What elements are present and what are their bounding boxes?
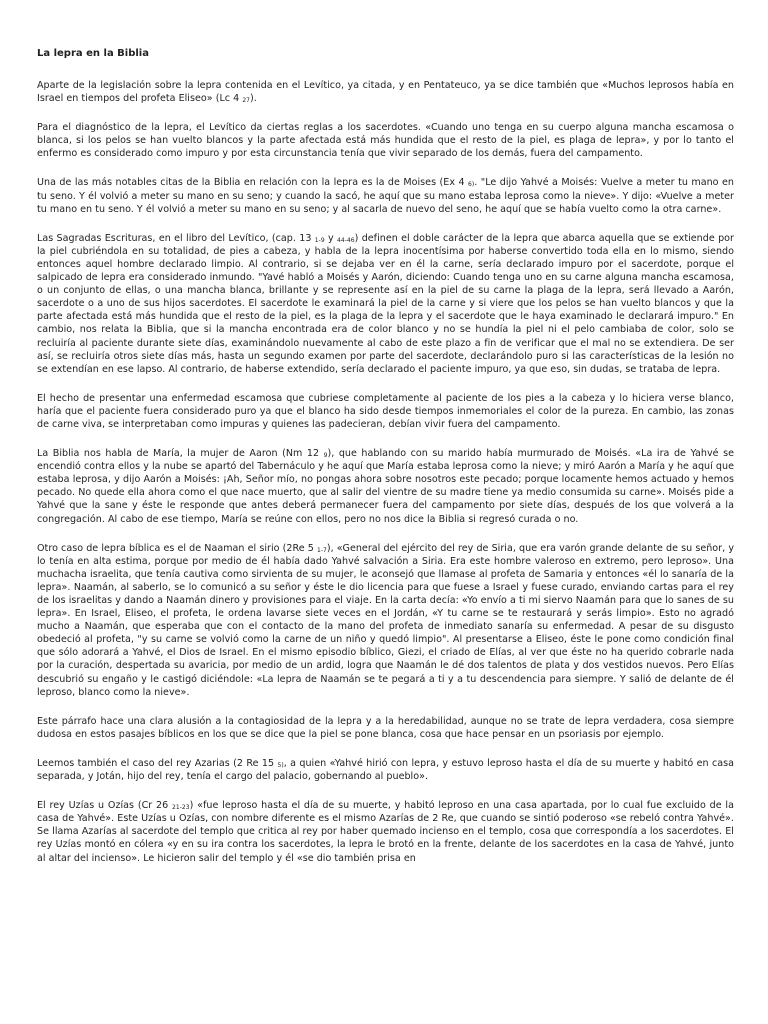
verse-reference-subscript: 27 <box>242 97 251 105</box>
paragraph: La Biblia nos habla de María, la mujer de Aaron (Nm 12 $_9$), que hablando con su marido había murmurado de Moisés. «La ira de Yahvé se encendió contra ellos y la nube se apartó del Tabernáculo y he aquí que María estaba leprosa como la nieve; y miró Aarón a María y he aquí que estaba leprosa, y dijo Aarón a Moisés: ¡Ah, Señor mío, no pongas ahora sobre nosotros este pecado; porque locamente hemos actuado y hemos pecado. No quede ella ahora como el que nace muerto, que al salir del vientre de su madre tiene ya medio consumida su carne». Moisés pide a Yahvé que la sane y éste le responde que antes deberá permanecer fuera del campamento por siete días, después de los que volverá a la congregación. Al cabo de ese tiempo, María se reúne con ellos, pero no nos dice la Biblia si regresó curada o no. <box>37 448 734 525</box>
verse-reference-subscript: 1-7 <box>316 546 327 554</box>
document-title: La lepra en la Biblia <box>37 48 149 59</box>
paragraph: El hecho de presentar una enfermedad escamosa que cubriese completamente al paciente de los pies a la cabeza y lo hiciera verse blanco, haría que el paciente fuera considerado puro ya que el blanco ha sido desde tiempos inmemoriales el color de la pureza. En cambio, las zonas de carne viva, se interpretaban como impuras y quienes las padecieran, debían vivir fuera del campamento. <box>37 392 734 430</box>
paragraph: Para el diagnóstico de la lepra, el Levítico da ciertas reglas a los sacerdotes. «Cuando uno tenga en su cuerpo alguna mancha escamosa o blanca, si los pelos se han vuelto blancos y la parte afectada está más hundida que el resto de la piel, es plaga de lepra», y por lo tanto el enfermo es considerado como impuro y por esta circunstancia tenía que vivir separado de los demás, fuera del campamento. <box>37 122 734 160</box>
document-body <box>37 47 734 881</box>
paragraph: El rey Uzías u Ozías (Cr 26 $_{21-23}$) «fue leproso hasta el día de su muerte, y habitó leproso en una casa apartada, por lo cual fue excluido de la casa de Yahvé». Este Uzías u Ozías, con nombre diferente es el mismo Azarías de 2 Re, que cuando se sintió poderoso «se rebeló contra Yahvé». Se llama Azarías al sacerdote del templo que critica al rey por haber quemado incienso en el templo, cosa que correspondía a los sacerdotes. El rey Uzías montó en cólera «y en su ira contra los sacerdotes, la lepra le brotó en la frente, delante de los sacerdotes en la casa de Yahvé, junto al altar del incienso». Le hicieron salir del templo y él «se dio también prisa en <box>37 800 734 864</box>
paragraph: Este párrafo hace una clara alusión a la contagiosidad de la lepra y a la heredabilidad, aunque no se trate de lepra verdadera, cosa siempre dudosa en estos pasajes bíblicos en los que se dice que la piel se pone blanca, cosa que hace pensar en un psoriasis por ejemplo. <box>37 715 734 740</box>
paragraph-list <box>37 79 734 865</box>
paragraph: Leemos también el caso del rey Azarias (2 Re 15 $_{5)}$, a quien «Yahvé hirió con lepra, y estuvo leproso hasta el día de su muerte y habitó en casa separada, y Jotán, hijo del rey, tenía el cargo del palacio, gobernando al pueblo». <box>37 757 734 783</box>
verse-reference-subscript: 6) <box>468 181 475 189</box>
verse-reference-subscript: 21-23 <box>172 804 190 812</box>
paragraph: Aparte de la legislación sobre la lepra contenida en el Levítico, ya citada, y en Pentateuco, ya se dice también que «Muchos leprosos había en Israel en tiempos del profeta Eliseo» (Lc 4 $_{27}$). <box>37 80 734 105</box>
verse-reference-subscript: 44-46 <box>337 236 355 244</box>
paragraph: Otro caso de lepra bíblica es el de Naaman el sirio (2Re 5 $_{1-7}$), «General del ejército del rey de Siria, que era varón grande delante de su señor, y lo tenía en alta estima, porque por medio de él había dado Yahvé salvación a Siria. Era este hombre valeroso en extremo, pero leproso». Una muchacha israelita, que tenía cautiva como sirvienta de su mujer, le aconsejó que llamase al profeta de Samaria y entonces «él lo sanaría de la lepra». Naamán, al saberlo, se lo comunicó a su señor y éste le dio licencia para que fuese a Israel y fuese curado, enviando cartas para el rey de los israelitas y dando a Naamán dinero y provisiones para el viaje. En la carta decía: «Yo envío a ti mi siervo Naamán para que lo sanes de su lepra». En Israel, Eliseo, el profeta, le ordena lavarse siete veces en el Jordán, «Y tu carne se te restaurará y serás limpio». Esto no agradó mucho a Naamán, que esperaba que con el contacto de la mano del profeta de inmediato sanaría su enfermedad. A pesar de su disgusto obedeció al profeta, "y su carne se volvió como la carne de un niño y quedó limpio". Al presentarse a Eliseo, éste le pone como condición final que sólo adorará a Yahvé, el Dios de Israel. En el mismo episodio bíblico, Giezi, el criado de Elías, al ver que éste no ha querido cobrarle nada por la curación, despertada su avaricia, por medio de un ardid, logra que Naamán le dé dos talentos de plata y dos vestidos nuevos. Pero Elías descubrió su engaño y le castigó diciéndole: «La lepra de Naamán se te pegará a ti y a tu descendencia para siempre. Y salió de delante de él leproso, blanco como la nieve». <box>37 542 735 698</box>
verse-reference-subscript: 1-9 <box>314 236 325 244</box>
paragraph: Las Sagradas Escrituras, en el libro del Levítico, (cap. 13 $_{1-9}$ y $_{44-46}$) definen el doble carácter de la lepra que abarca aquella que se extiende por la piel cubriéndola en su totalidad, de pies a cabeza, y habla de la lepra inocentísima por haberse convertido toda ella en lo mismo, siendo entonces aquel hombre declarado limpio. Al contrario, si se dejaba ver en él la carne, sería declarado impuro por el sacerdote, porque el salpicado de lepra era considerado inmundo. "Yavé habló a Moisés y Aarón, diciendo: Cuando tenga uno en su carne alguna mancha escamosa, o un conjunto de ellas, o una mancha blanca, brillante y se represente así en la piel de su carne la plaga de la lepra, será llevado a Aarón, sacerdote o a uno de sus hijos sacerdotes. El sacerdote le examinará la piel de la carne y si viere que los pelos se han vuelto blancos y que la parte afectada está más hundida que el resto de la piel, es la plaga de la lepra y el sacerdote que le haya examinado le declarará impuro." En cambio, nos relata la Biblia, que si la mancha encontrada era de color blanco y no se hundía la piel ni el pelo cambiaba de color, solo se recluiría al paciente durante siete días, examinándolo nuevamente al cabo de este plazo a fin de verificar que el mal no se extendiera. De ser así, se recluiría otros siete días más, hasta un segundo examen por parte del sacerdote, declarándolo puro si las características de la lesión no se extendían en ese lapso. Al contrario, de haberse extendido, sería declarado el paciente impuro, ya que eso, sin dudas, se trataba de lepra. <box>37 232 734 375</box>
paragraph: Una de las más notables citas de la Biblia en relación con la lepra es la de Moises (Ex 4 $_{6)}$. "Le dijo Yahvé a Moisés: Vuelve a meter tu mano en tu seno. Y él volvió a meter su mano en su seno; y cuando la sacó, he aquí que su mano estaba leprosa como la nieve». Y dijo: «Vuelve a meter tu mano en tu seno. Y él volvió a meter su mano en su seno; y al sacarla de nuevo del seno, he aquí que se había vuelto como la otra carne». <box>37 177 734 215</box>
verse-reference-subscript: 9 <box>323 452 328 460</box>
verse-reference-subscript: 5) <box>277 761 284 769</box>
